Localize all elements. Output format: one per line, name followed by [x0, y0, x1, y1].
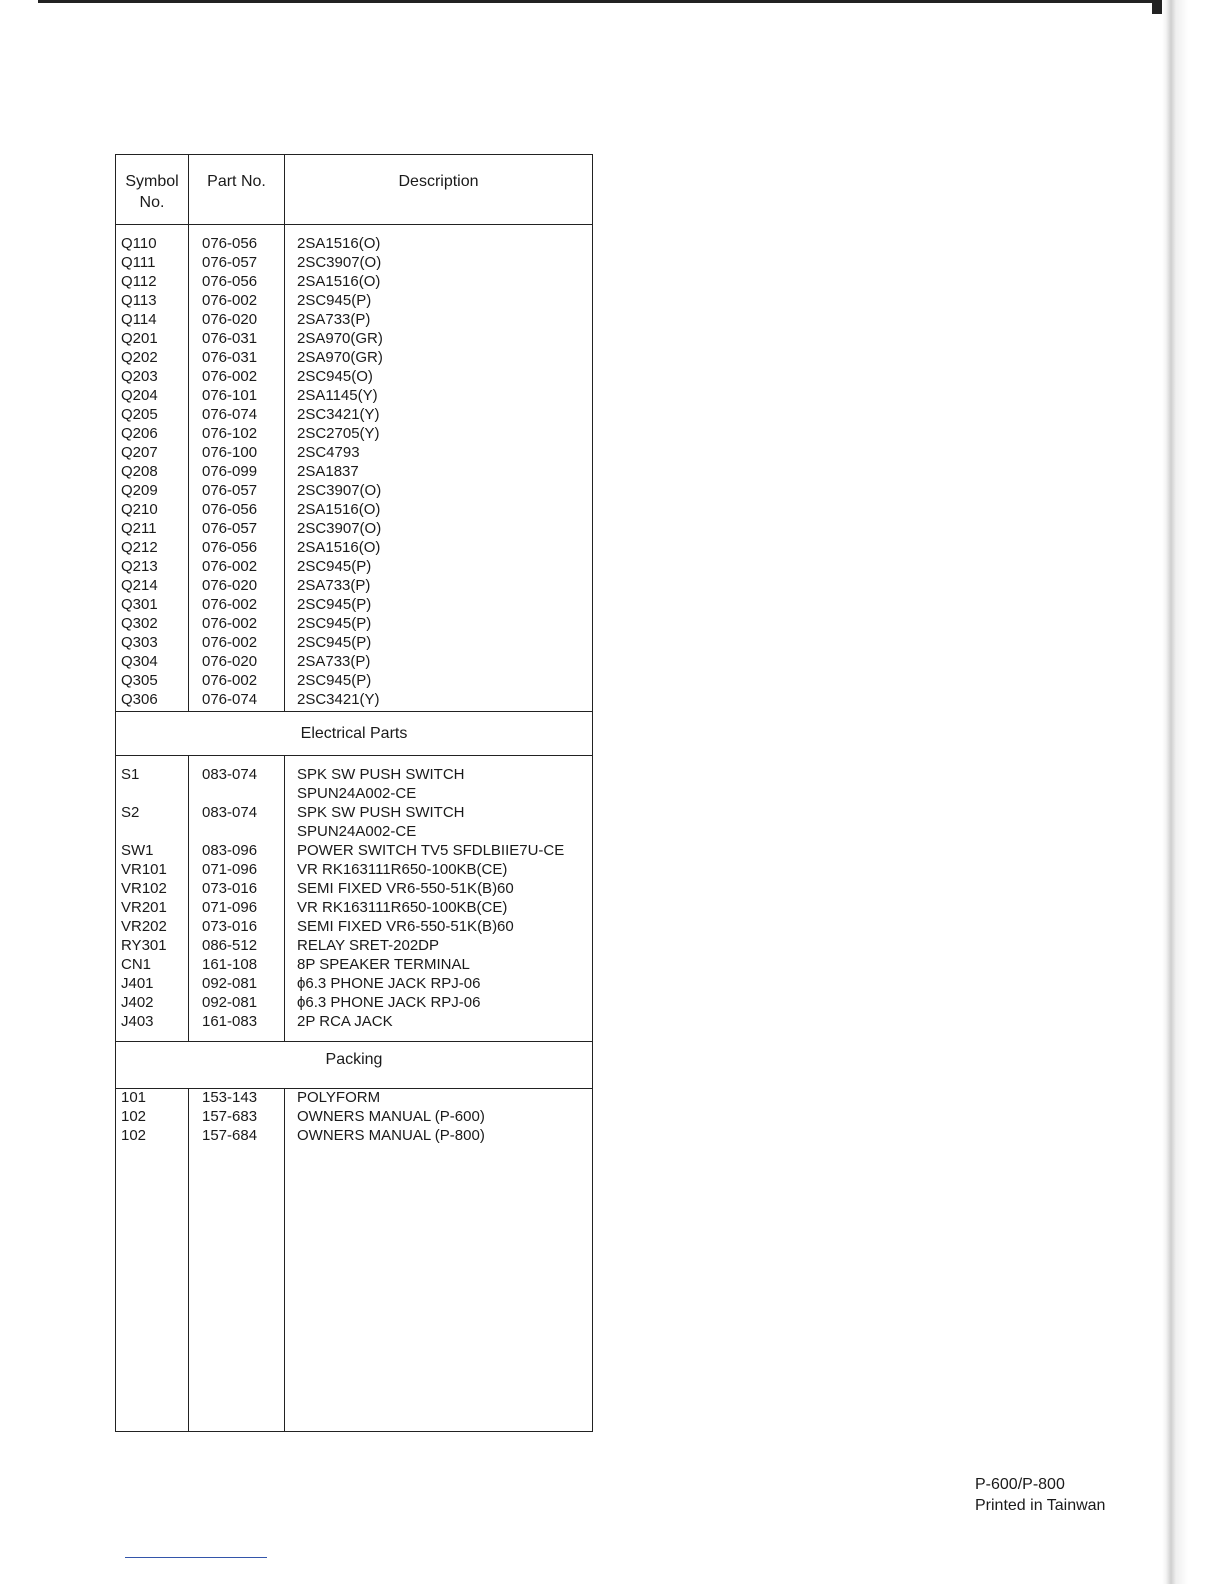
packing-heading-row [116, 1041, 592, 1089]
transistor-symbols [116, 234, 188, 709]
table-cell-desc: 2SC945(P) [297, 596, 372, 613]
table-cell-symbol: VR202 [121, 918, 167, 935]
packing-parts [189, 1088, 284, 1145]
table-cell-desc: 2SA1516(O) [297, 273, 381, 290]
table-cell-symbol: Q301 [121, 596, 158, 613]
table-cell-desc: ϕ6.3 PHONE JACK RPJ-06 [297, 994, 481, 1011]
transistor-descriptions [285, 234, 592, 709]
table-cell-part: 076-057 [202, 482, 258, 499]
table-cell-desc: 2SC3907(O) [297, 482, 382, 499]
table-cell-symbol: J402 [121, 994, 154, 1011]
table-cell-part: 153-143 [202, 1089, 258, 1106]
column-symbol [116, 1088, 188, 1431]
table-cell-symbol: Q202 [121, 349, 158, 366]
table-cell-part: 076-020 [202, 653, 258, 670]
table-cell-symbol: Q214 [121, 577, 158, 594]
table-cell-part: 076-002 [202, 634, 258, 651]
table-cell-symbol: Q304 [121, 653, 158, 670]
column-part [188, 755, 284, 1041]
bottom-rule [125, 1557, 267, 1558]
header-part-no: Part No. [188, 155, 284, 224]
table-cell-part: 161-083 [202, 1013, 258, 1030]
table-cell-desc: VR RK163111R650-100KB(CE) [297, 899, 508, 916]
table-cell-part: 083-074 [202, 766, 258, 783]
table-cell-part: 073-016 [202, 918, 258, 935]
table-cell-symbol: VR102 [121, 880, 167, 897]
table-cell-symbol: Q206 [121, 425, 158, 442]
table-cell-symbol: CN1 [121, 956, 152, 973]
table-cell-symbol: Q212 [121, 539, 158, 556]
table-cell-part: 086-512 [202, 937, 258, 954]
table-cell-symbol: Q201 [121, 330, 158, 347]
table-cell-symbol: Q210 [121, 501, 158, 518]
table-cell-symbol: Q114 [121, 311, 157, 328]
table-cell-desc: 2SC945(P) [297, 615, 372, 632]
column-part [188, 1088, 284, 1431]
table-cell-part: 083-096 [202, 842, 258, 859]
table-cell-desc: SPUN24A002-CE [297, 785, 417, 802]
table-cell-part: 076-101 [202, 387, 258, 404]
table-cell-desc: OWNERS MANUAL (P-800) [297, 1127, 485, 1144]
table-cell-desc: 2SA1516(O) [297, 235, 381, 252]
table-cell-symbol: Q207 [121, 444, 158, 461]
table-cell-desc: 2SA733(P) [297, 311, 371, 328]
header-symbol-line1: Symbol [125, 173, 179, 190]
table-cell-symbol: Q110 [121, 235, 157, 252]
table-cell-symbol: Q111 [121, 254, 156, 271]
table-cell-symbol: VR201 [121, 899, 167, 916]
table-cell-symbol: J401 [121, 975, 154, 992]
column-part [188, 224, 284, 711]
table-cell-part: 073-016 [202, 880, 258, 897]
table-cell-symbol: Q205 [121, 406, 158, 423]
table-cell-desc: VR RK163111R650-100KB(CE) [297, 861, 508, 878]
table-cell-desc: RELAY SRET-202DP [297, 937, 440, 954]
scan-border-top [38, 0, 1172, 3]
table-cell-desc: SPK SW PUSH SWITCH [297, 766, 465, 783]
table-cell-part: 076-002 [202, 596, 258, 613]
table-cell-part: 076-031 [202, 330, 258, 347]
table-cell-desc: 2SA970(GR) [297, 349, 383, 366]
electrical-parts-heading: Electrical Parts [300, 725, 408, 742]
table-cell-part: 076-056 [202, 273, 258, 290]
packing-heading: Packing [325, 1051, 383, 1068]
table-cell-desc: 2SC2705(Y) [297, 425, 380, 442]
column-symbol [116, 224, 188, 711]
table-cell-part: 076-002 [202, 672, 258, 689]
table-cell-part: 076-002 [202, 368, 258, 385]
table-cell-part: 076-020 [202, 311, 258, 328]
electrical-parts-heading-row [116, 711, 592, 756]
table-cell-part: 076-002 [202, 615, 258, 632]
table-cell-desc: 2SA1516(O) [297, 501, 381, 518]
table-cell-desc: 2SC3907(O) [297, 520, 382, 537]
table-cell-part [189, 784, 284, 803]
table-cell-desc: 2SC945(O) [297, 368, 373, 385]
table-cell-symbol: Q211 [121, 520, 157, 537]
transistor-section [116, 224, 592, 712]
table-cell-symbol: 102 [121, 1127, 147, 1144]
table-cell-desc: 2SC3907(O) [297, 254, 382, 271]
table-cell-part: 076-002 [202, 558, 258, 575]
table-cell-desc: 2SC945(P) [297, 634, 372, 651]
table-cell-part: 076-020 [202, 577, 258, 594]
table-cell-desc: SPK SW PUSH SWITCH [297, 804, 465, 821]
table-cell-symbol: Q204 [121, 387, 158, 404]
table-cell-symbol: S2 [121, 804, 140, 821]
table-cell-symbol: Q113 [121, 292, 157, 309]
electrical-parts [189, 765, 284, 1031]
table-cell-part: 076-099 [202, 463, 258, 480]
column-desc [284, 224, 592, 711]
table-cell-symbol: Q213 [121, 558, 158, 575]
table-cell-symbol: VR101 [121, 861, 167, 878]
table-cell-part: 076-056 [202, 501, 258, 518]
table-cell-desc: SEMI FIXED VR6-550-51K(B)60 [297, 918, 514, 935]
table-cell-part: 076-056 [202, 539, 258, 556]
table-cell-desc: SPUN24A002-CE [297, 823, 417, 840]
table-cell-symbol: 102 [121, 1108, 147, 1125]
table-cell-desc: 2SC945(P) [297, 292, 372, 309]
table-cell-part [189, 822, 284, 841]
table-cell-desc: 2SA1145(Y) [297, 387, 378, 404]
table-cell-symbol: 101 [121, 1089, 147, 1106]
table-cell-desc: 2SA1837 [297, 463, 359, 480]
table-cell-part: 076-102 [202, 425, 258, 442]
table-cell-symbol: J403 [121, 1013, 154, 1030]
table-cell-desc: 2SC4793 [297, 444, 360, 461]
table-cell-desc: POWER SWITCH TV5 SFDLBIIE7U-CE [297, 842, 565, 859]
packing-descriptions [285, 1088, 592, 1145]
table-cell-part: 076-002 [202, 292, 258, 309]
table-cell-desc: 2SA1516(O) [297, 539, 381, 556]
table-cell-desc: SEMI FIXED VR6-550-51K(B)60 [297, 880, 514, 897]
print-location: Printed in Tainwan [975, 1497, 1106, 1514]
electrical-symbols [116, 765, 188, 1031]
table-cell-symbol: Q303 [121, 634, 158, 651]
table-cell-part: 076-057 [202, 520, 258, 537]
table-cell-part: 157-684 [202, 1127, 258, 1144]
packing-section [116, 1088, 592, 1431]
table-cell-symbol: Q209 [121, 482, 158, 499]
header-symbol-no [116, 155, 188, 224]
table-cell-symbol: Q208 [121, 463, 158, 480]
table-cell-part: 161-108 [202, 956, 258, 973]
table-cell-desc: 2SA733(P) [297, 653, 371, 670]
table-cell-part: 092-081 [202, 975, 258, 992]
table-cell-symbol: Q112 [121, 273, 157, 290]
table-cell-desc: ϕ6.3 PHONE JACK RPJ-06 [297, 975, 481, 992]
column-desc [284, 1088, 592, 1431]
model-number: P-600/P-800 [975, 1476, 1065, 1493]
electrical-descriptions [285, 765, 592, 1031]
table-cell-part: 076-074 [202, 406, 258, 423]
table-cell-symbol: Q302 [121, 615, 158, 632]
table-cell-symbol: Q203 [121, 368, 158, 385]
table-cell-part: 092-081 [202, 994, 258, 1011]
table-cell-desc: POLYFORM [297, 1089, 381, 1106]
table-cell-desc: 2SA970(GR) [297, 330, 383, 347]
table-cell-desc: 2SC945(P) [297, 558, 372, 575]
table-cell-part: 071-096 [202, 861, 258, 878]
table-cell-part: 076-074 [202, 691, 258, 708]
packing-symbols [116, 1088, 188, 1145]
table-cell-part: 071-096 [202, 899, 258, 916]
table-cell-desc: 2SC945(P) [297, 672, 372, 689]
table-cell-desc: 2SA733(P) [297, 577, 371, 594]
column-symbol [116, 755, 188, 1041]
table-cell-symbol: SW1 [121, 842, 154, 859]
table-cell-symbol: RY301 [121, 937, 167, 954]
table-cell-part: 076-100 [202, 444, 258, 461]
table-cell-desc: 2SC3421(Y) [297, 691, 380, 708]
parts-list-table [115, 154, 593, 1432]
table-cell-symbol: Q306 [121, 691, 158, 708]
column-desc [284, 755, 592, 1041]
table-cell-desc: 8P SPEAKER TERMINAL [297, 956, 470, 973]
scan-edge-shadow [1162, 0, 1224, 1584]
table-cell-part: 157-683 [202, 1108, 258, 1125]
table-cell-symbol: S1 [121, 766, 140, 783]
table-cell-desc: 2SC3421(Y) [297, 406, 380, 423]
table-cell-part: 076-056 [202, 235, 258, 252]
page-footer [975, 1474, 1105, 1516]
table-cell-symbol [116, 822, 188, 841]
table-cell-desc: OWNERS MANUAL (P-600) [297, 1108, 485, 1125]
header-symbol-line2: No. [139, 194, 165, 211]
header-description: Description [284, 155, 592, 224]
table-cell-symbol [116, 784, 188, 803]
electrical-section [116, 755, 592, 1042]
table-cell-part: 076-057 [202, 254, 258, 271]
table-cell-part: 076-031 [202, 349, 258, 366]
table-cell-symbol: Q305 [121, 672, 158, 689]
table-header-row [116, 155, 592, 225]
table-cell-part: 083-074 [202, 804, 258, 821]
table-cell-desc: 2P RCA JACK [297, 1013, 393, 1030]
transistor-parts [189, 234, 284, 709]
